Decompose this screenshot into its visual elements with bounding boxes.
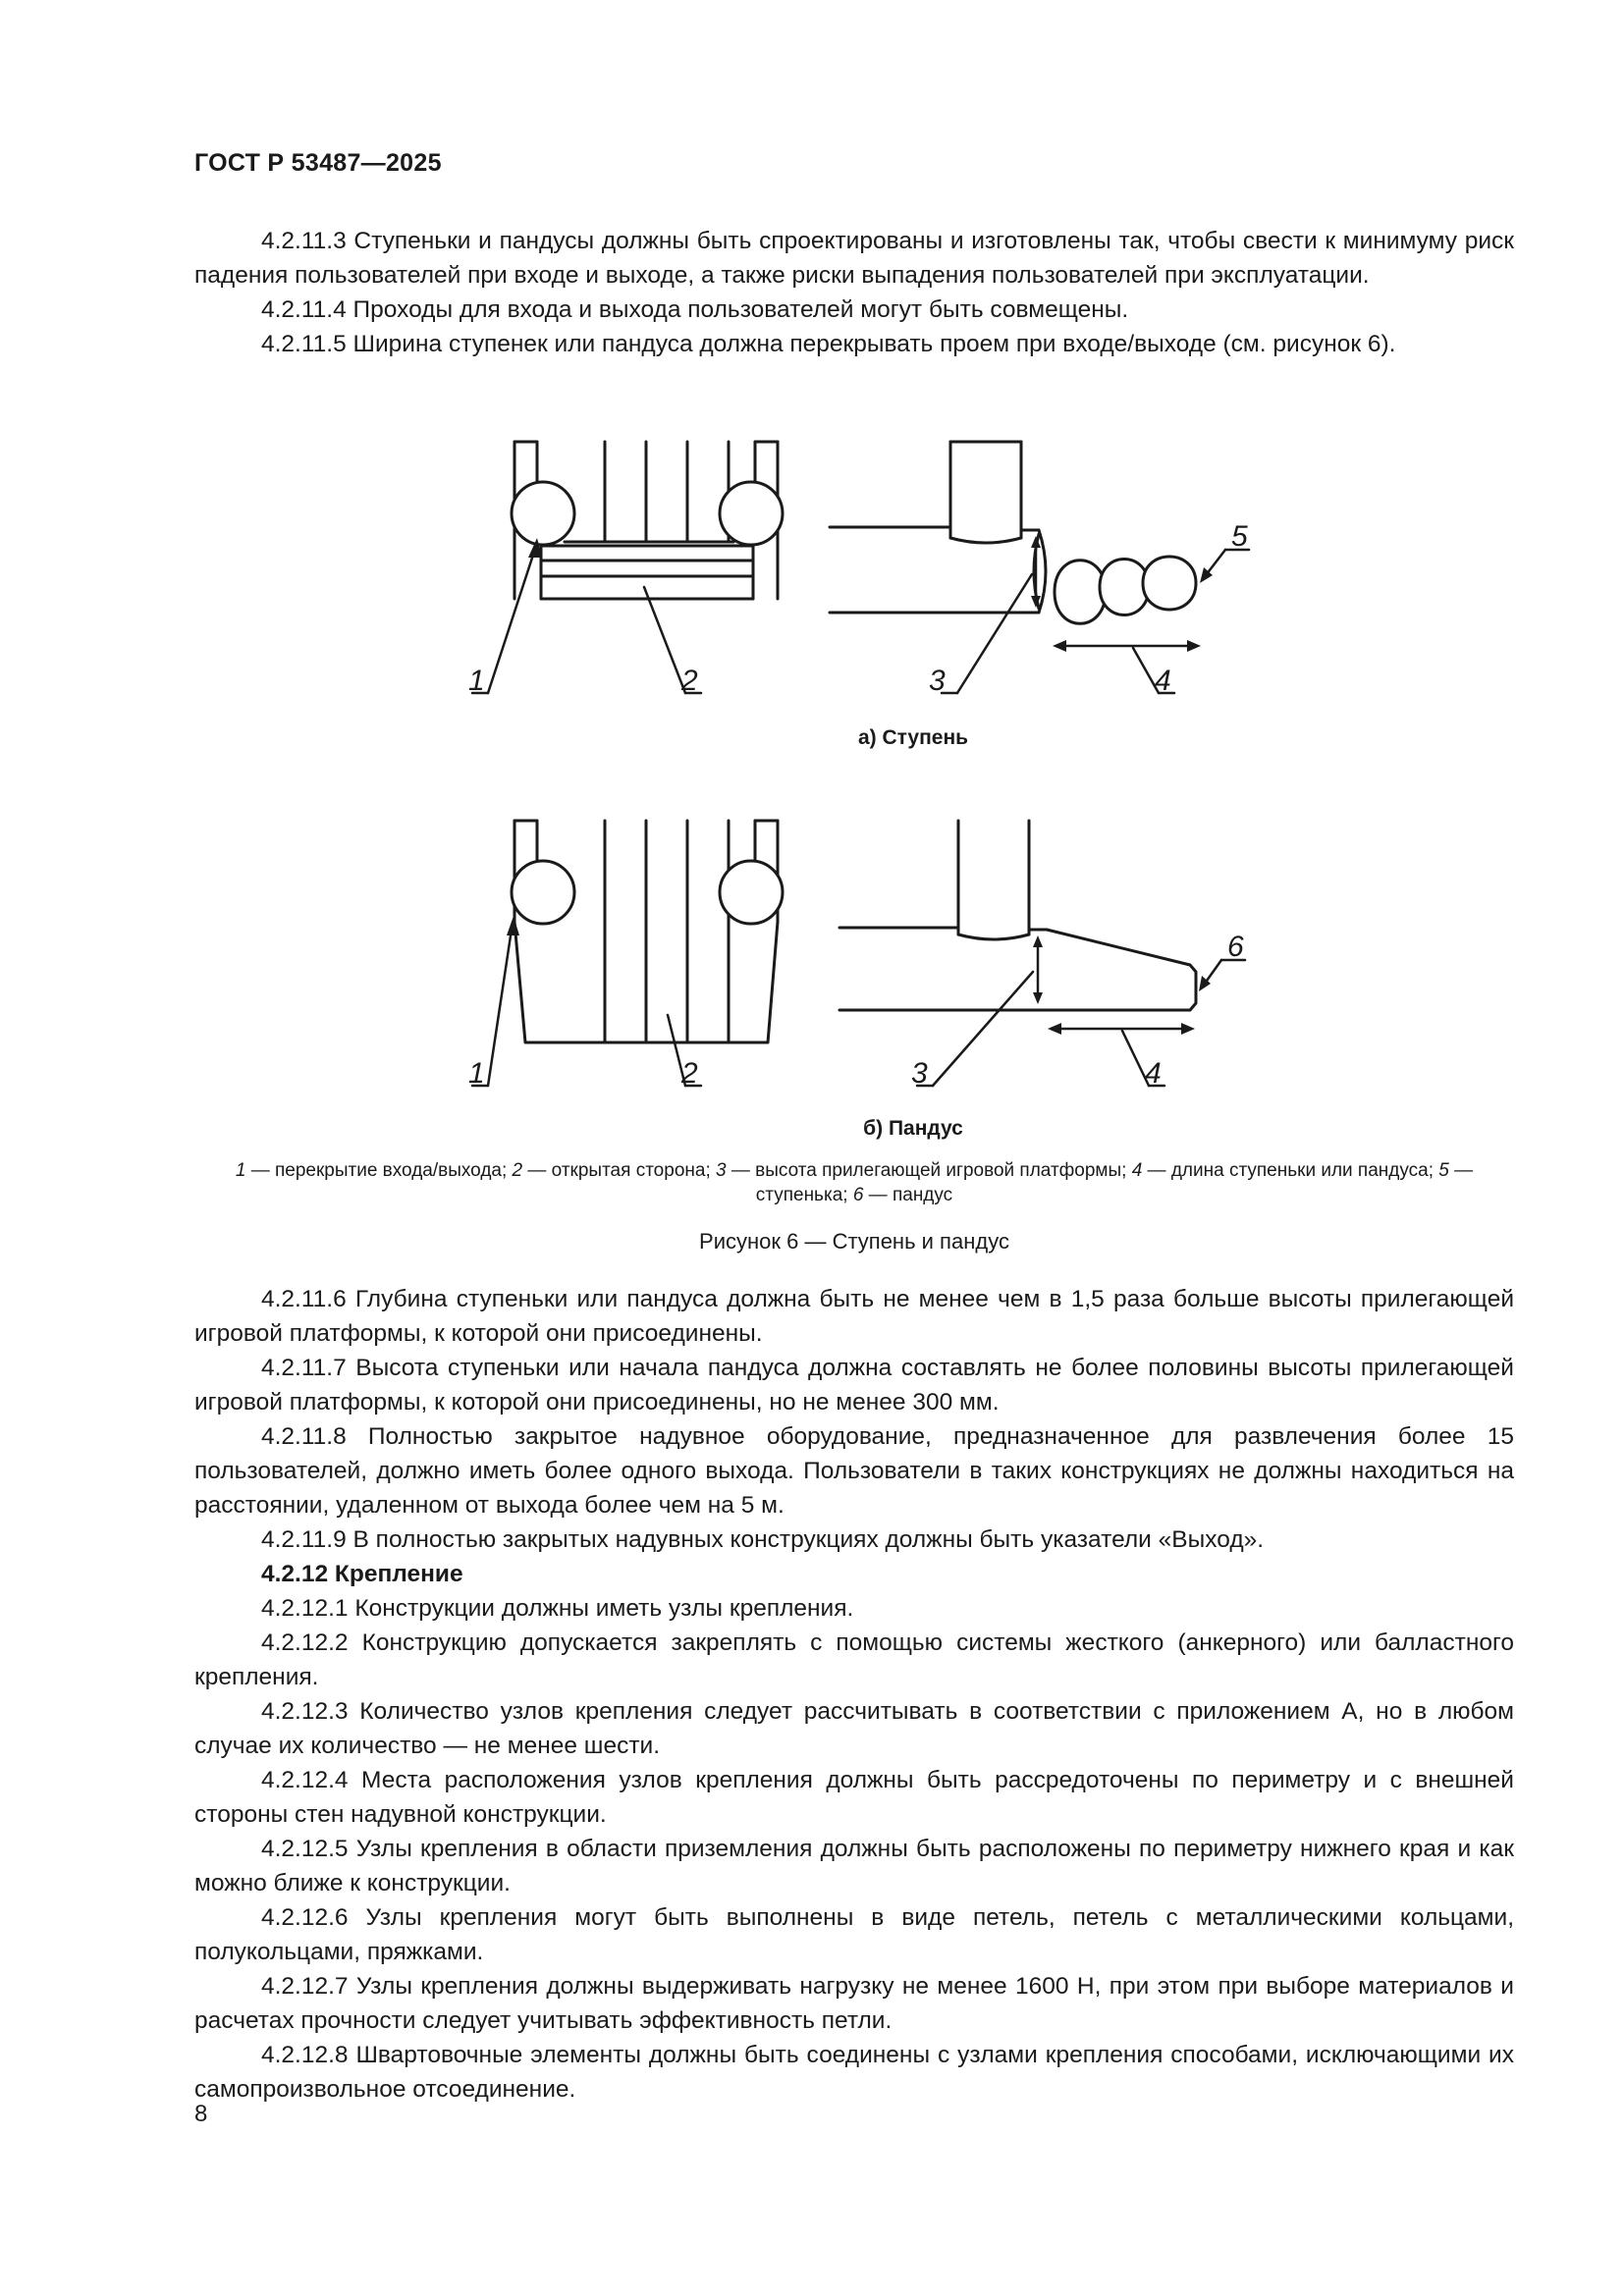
label-4b: 4: [1145, 1057, 1162, 1090]
label-2a: 2: [681, 665, 698, 697]
paragraph: 4.2.11.6 Глубина ступеньки или пандуса должна быть не менее чем в 1,5 раза больше высоты прилегающей игровой платформы, к которой они присоединены.: [194, 1286, 1514, 1347]
page-number: 8: [194, 2101, 208, 2127]
paragraph: 4.2.12.7 Узлы крепления должны выдерживать нагрузку не менее 1600 Н, при этом при выборе материалов и расчетах прочности следует учитывать эффективность петли.: [194, 1973, 1514, 2034]
legend-num: 1: [235, 1160, 246, 1181]
caption-b: б) Пандус: [863, 1117, 963, 1140]
paragraph: 4.2.11.9 В полностью закрытых надувных конструкциях должны быть указатели «Выход».: [261, 1526, 1265, 1553]
label-2b: 2: [681, 1057, 698, 1090]
legend-num: 6: [852, 1185, 864, 1205]
legend-text: — высота прилегающей игровой платформы;: [726, 1160, 1132, 1181]
paragraph: 4.2.11.3 Ступеньки и пандусы должны быть спроектированы и изготовлены так, чтобы свести к минимуму риск падения пользователей при входе и выходе, а также риски выпадения пользователей при эксплуатации.: [194, 228, 1514, 289]
paragraph: 4.2.12.2 Конструкцию допускается закреплять с помощью системы жесткого (анкерного) или балластного крепления.: [194, 1629, 1514, 1690]
section-heading: 4.2.12 Крепление: [261, 1561, 463, 1587]
legend-num: 2: [512, 1160, 523, 1181]
document-header: ГОСТ Р 53487—2025: [194, 149, 442, 177]
legend-num: 5: [1438, 1160, 1449, 1181]
paragraph: 4.2.11.5 Ширина ступенек или пандуса должна перекрывать проем при входе/выходе (см. рисунок 6).: [261, 331, 1396, 357]
label-3a: 3: [929, 665, 946, 697]
paragraph: 4.2.12.6 Узлы крепления могут быть выполнены в виде петель, петель с металлическими кольцами, полукольцами, пряжками.: [194, 1904, 1514, 1965]
figure-title: Рисунок 6 — Ступень и пандус: [699, 1229, 1009, 1254]
legend-text: — перекрытие входа/выхода;: [245, 1160, 513, 1181]
label-5a: 5: [1231, 520, 1248, 553]
paragraph: 4.2.12.4 Места расположения узлов крепления должны быть рассредоточены по периметру и с внешней стороны стен надувной конструкции.: [194, 1767, 1514, 1828]
legend-text: — пандус: [863, 1185, 953, 1205]
paragraph: 4.2.12.5 Узлы крепления в области приземления должны быть расположены по периметру нижнего края и как можно ближе к конструкции.: [194, 1836, 1514, 1896]
caption-a: а) Ступень: [857, 726, 969, 749]
paragraph: 4.2.11.8 Полностью закрытое надувное оборудование, предназначенное для развлечения более 15 пользователей, должно иметь более одного выхода. Пользователи в таких конструкциях не должны находиться на расстоянии, удаленном от выхода более чем на 5 м.: [194, 1423, 1514, 1519]
ramp-front-leaders: [472, 916, 701, 1086]
text-block-bottom: [194, 1282, 1514, 2107]
paragraph: 4.2.11.4 Проходы для входа и выхода пользователей могут быть совмещены.: [261, 296, 1129, 323]
label-6b: 6: [1227, 931, 1244, 963]
step-side-view: [830, 442, 1196, 623]
figure-legend: [194, 1158, 1514, 1207]
legend-text: — длина ступеньки или пандуса;: [1142, 1160, 1439, 1181]
paragraph: 4.2.12.1 Конструкции должны иметь узлы крепления.: [261, 1595, 854, 1622]
paragraph: 4.2.11.7 Высота ступеньки или начала пандуса должна составлять не более половины высоты прилегающей игровой платформы, к которой они присоединены, но не менее 300 мм.: [194, 1355, 1514, 1415]
label-4a: 4: [1155, 665, 1171, 697]
label-3b: 3: [911, 1057, 928, 1090]
ramp-side-view: [839, 821, 1196, 1010]
legend-num: 4: [1131, 1160, 1143, 1181]
legend-num: 3: [716, 1160, 727, 1181]
paragraph: 4.2.12.3 Количество узлов крепления следует рассчитывать в соответствии с приложением А, но в любом случае их количество — не менее шести.: [194, 1698, 1514, 1759]
legend-text: — ступенька;: [755, 1160, 1474, 1205]
label-1b: 1: [468, 1057, 485, 1090]
label-1a: 1: [468, 665, 485, 697]
step-front-view: [512, 442, 783, 599]
legend-text: — открытая сторона;: [522, 1160, 716, 1181]
paragraph: 4.2.12.8 Швартовочные элементы должны быть соединены с узлами крепления способами, исключающими их самопроизвольное отсоединение.: [194, 2042, 1514, 2103]
ramp-front-view: [512, 821, 783, 1042]
